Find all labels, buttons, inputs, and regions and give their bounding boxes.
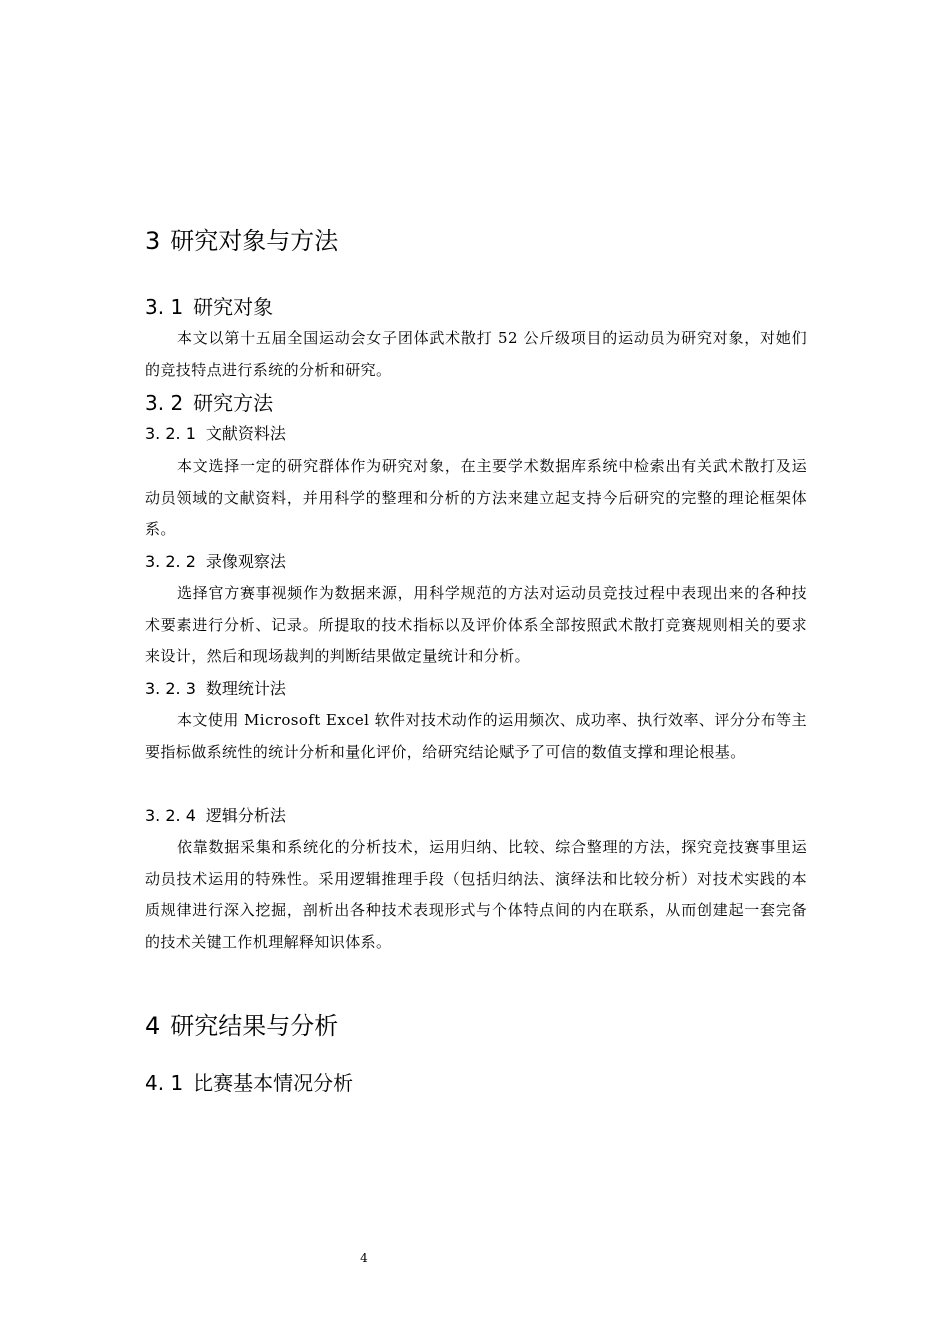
- heading-4: [145, 1011, 338, 1041]
- paragraph-3-1: 本文以第十五届全国运动会女子团体武术散打 52 公斤级项目的运动员为研究对象，对她们的竞技特点进行系统的分析和研究。: [145, 329, 807, 379]
- heading-number: 4: [145, 1012, 161, 1040]
- heading-number: 3. 2. 2: [145, 552, 196, 571]
- paragraph-3-2-4: 依靠数据采集和系统化的分析技术，运用归纳、比较、综合整理的方法，探究竞技赛事里运动员技术运用的特殊性。采用逻辑推理手段（包括归纳法、演绎法和比较分析）对技术实践的本质规律进行深入挖掘，剖析出各种技术表现形式与个体特点间的内在联系，从而创建起一套完备的技术关键工作机理解释知识体系。: [145, 838, 807, 951]
- heading-title: 研究对象与方法: [170, 227, 339, 255]
- page-number: 4: [360, 1251, 368, 1265]
- heading-3-1: [145, 294, 273, 320]
- heading-title: 比赛基本情况分析: [193, 1071, 354, 1095]
- heading-title: 研究对象: [193, 295, 274, 319]
- heading-title: 研究结果与分析: [170, 1012, 339, 1040]
- heading-3-2-1: [145, 423, 286, 445]
- heading-3-2-3: [145, 678, 286, 700]
- heading-3: [145, 226, 338, 256]
- paragraph-3-2-2: 选择官方赛事视频作为数据来源，用科学规范的方法对运动员竞技过程中表现出来的各种技术要素进行分析、记录。所提取的技术指标以及评价体系全部按照武术散打竞赛规则相关的要求来设计，然后和现场裁判的判断结果做定量统计和分析。: [145, 584, 807, 665]
- heading-title: 录像观察法: [205, 552, 286, 571]
- heading-number: 3. 2. 4: [145, 806, 196, 825]
- heading-title: 文献资料法: [205, 424, 286, 443]
- heading-number: 4. 1: [145, 1071, 184, 1095]
- heading-3-2-2: [145, 551, 286, 573]
- paragraph-3-2-3: 本文使用 Microsoft Excel 软件对技术动作的运用频次、成功率、执行效率、评分分布等主要指标做系统性的统计分析和量化评价，给研究结论赋予了可信的数值支撑和理论根基。: [145, 711, 807, 761]
- heading-number: 3. 2: [145, 391, 184, 415]
- heading-number: 3: [145, 227, 161, 255]
- heading-title: 逻辑分析法: [205, 806, 286, 825]
- heading-number: 3. 1: [145, 295, 184, 319]
- heading-4-1: [145, 1070, 353, 1096]
- heading-title: 数理统计法: [205, 679, 286, 698]
- paragraph-3-2-1: 本文选择一定的研究群体作为研究对象，在主要学术数据库系统中检索出有关武术散打及运动员领域的文献资料，并用科学的整理和分析的方法来建立起支持今后研究的完整的理论框架体系。: [145, 457, 807, 538]
- heading-3-2-4: [145, 805, 286, 827]
- heading-title: 研究方法: [193, 391, 274, 415]
- heading-number: 3. 2. 3: [145, 679, 196, 698]
- heading-number: 3. 2. 1: [145, 424, 196, 443]
- heading-3-2: [145, 390, 273, 416]
